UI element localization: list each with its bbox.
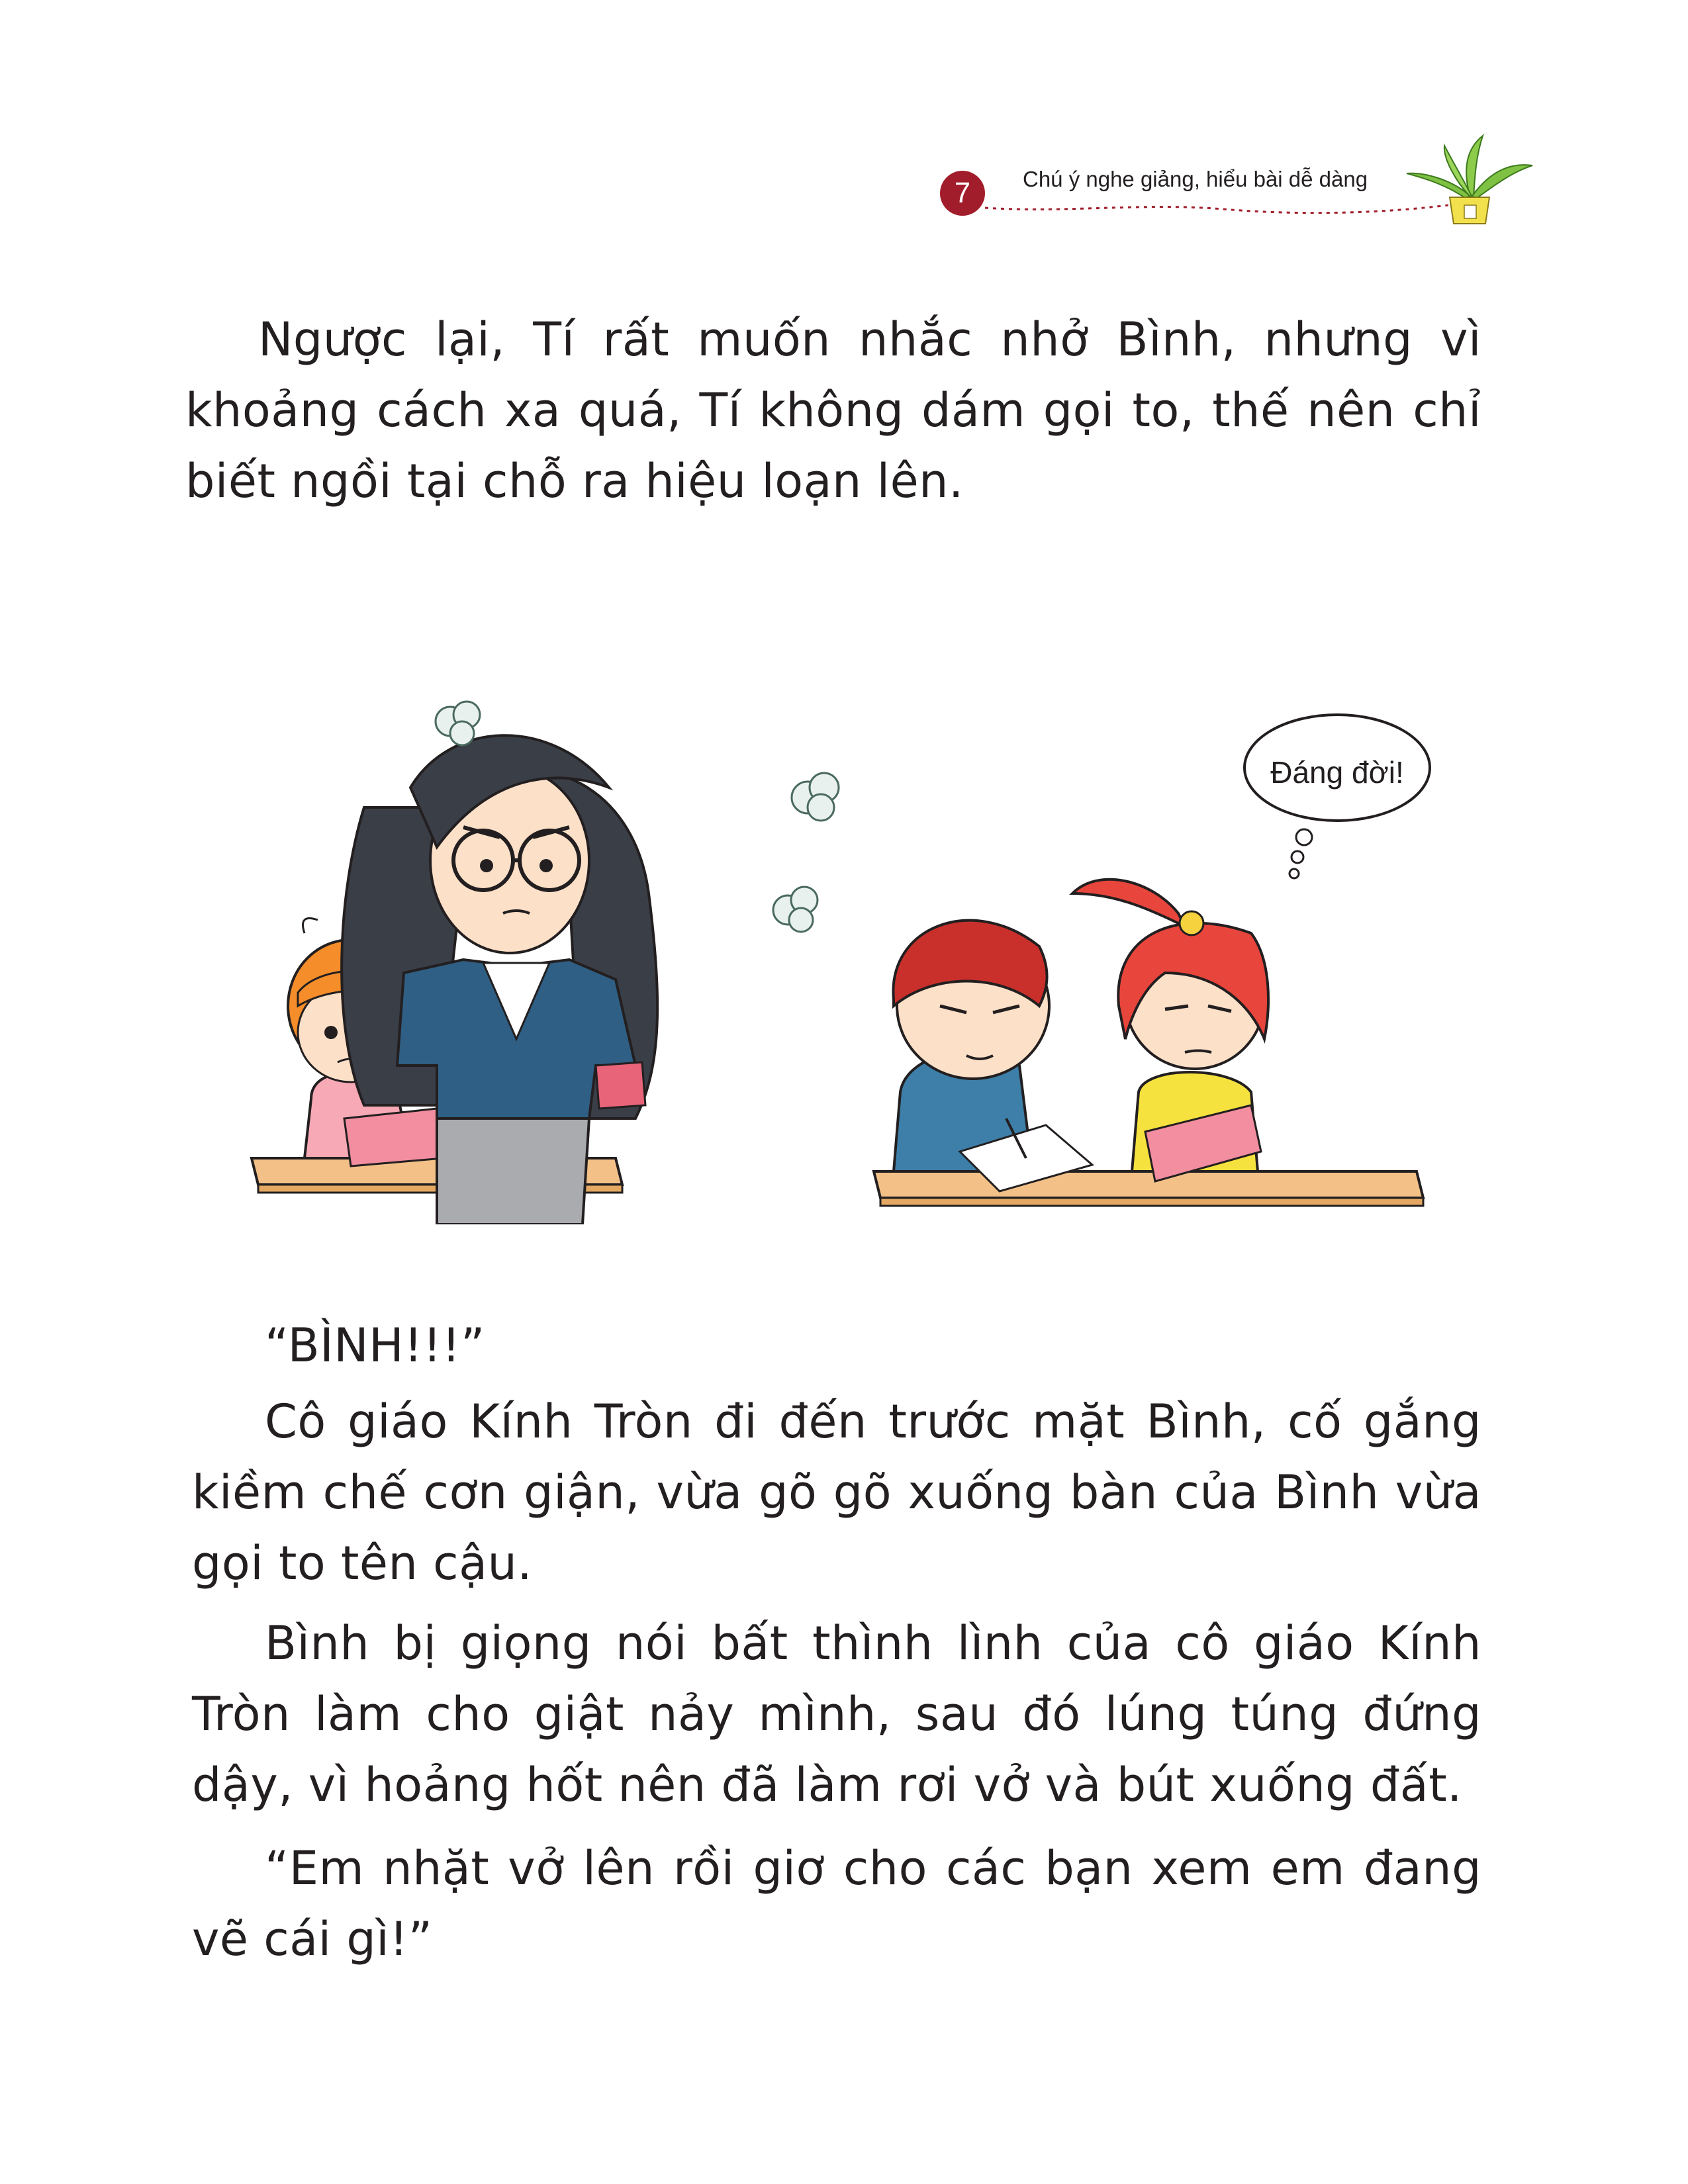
paragraph: “Em nhặt vở lên rồi giơ cho các bạn xem em đang vẽ cái gì!” <box>192 1841 1481 1966</box>
right-desk <box>874 1171 1423 1206</box>
paragraph: “BÌNH!!!” <box>265 1318 485 1373</box>
paragraph: Bình bị giọng nói bất thình lình của cô giáo Kính Tròn làm cho giật nảy mình, sau đó lúng túng đứng dậy, vì hoảng hốt nên đã làm rơi vở và bút xuống đất. <box>192 1616 1481 1812</box>
thought-bubble <box>1244 715 1430 878</box>
paragraph: Ngược lại, Tí rất muốn nhắc nhở Bình, nhưng vì khoảng cách xa quá, Tí không dám gọi to, thế nên chỉ biết ngồi tại chỗ ra hiệu loạn lên. <box>185 312 1481 508</box>
boy-red-hair <box>893 921 1092 1191</box>
chapter-title: Chú ý nghe giảng, hiểu bài dễ dàng <box>1023 167 1368 191</box>
page-header <box>0 0 1688 238</box>
chapter-number-badge: 7 <box>940 171 985 216</box>
paragraph: Cô giáo Kính Tròn đi đến trước mặt Bình, cố gắng kiềm chế cơn giận, vừa gõ gõ xuống bàn của Bình vừa gọi to tên cậu. <box>192 1394 1481 1590</box>
girl-red-ponytail <box>1072 880 1268 1181</box>
potted-plant-icon <box>1403 132 1536 225</box>
speech-bubble-text: Đáng đời! <box>1270 755 1404 790</box>
dotted-divider <box>985 199 1448 218</box>
